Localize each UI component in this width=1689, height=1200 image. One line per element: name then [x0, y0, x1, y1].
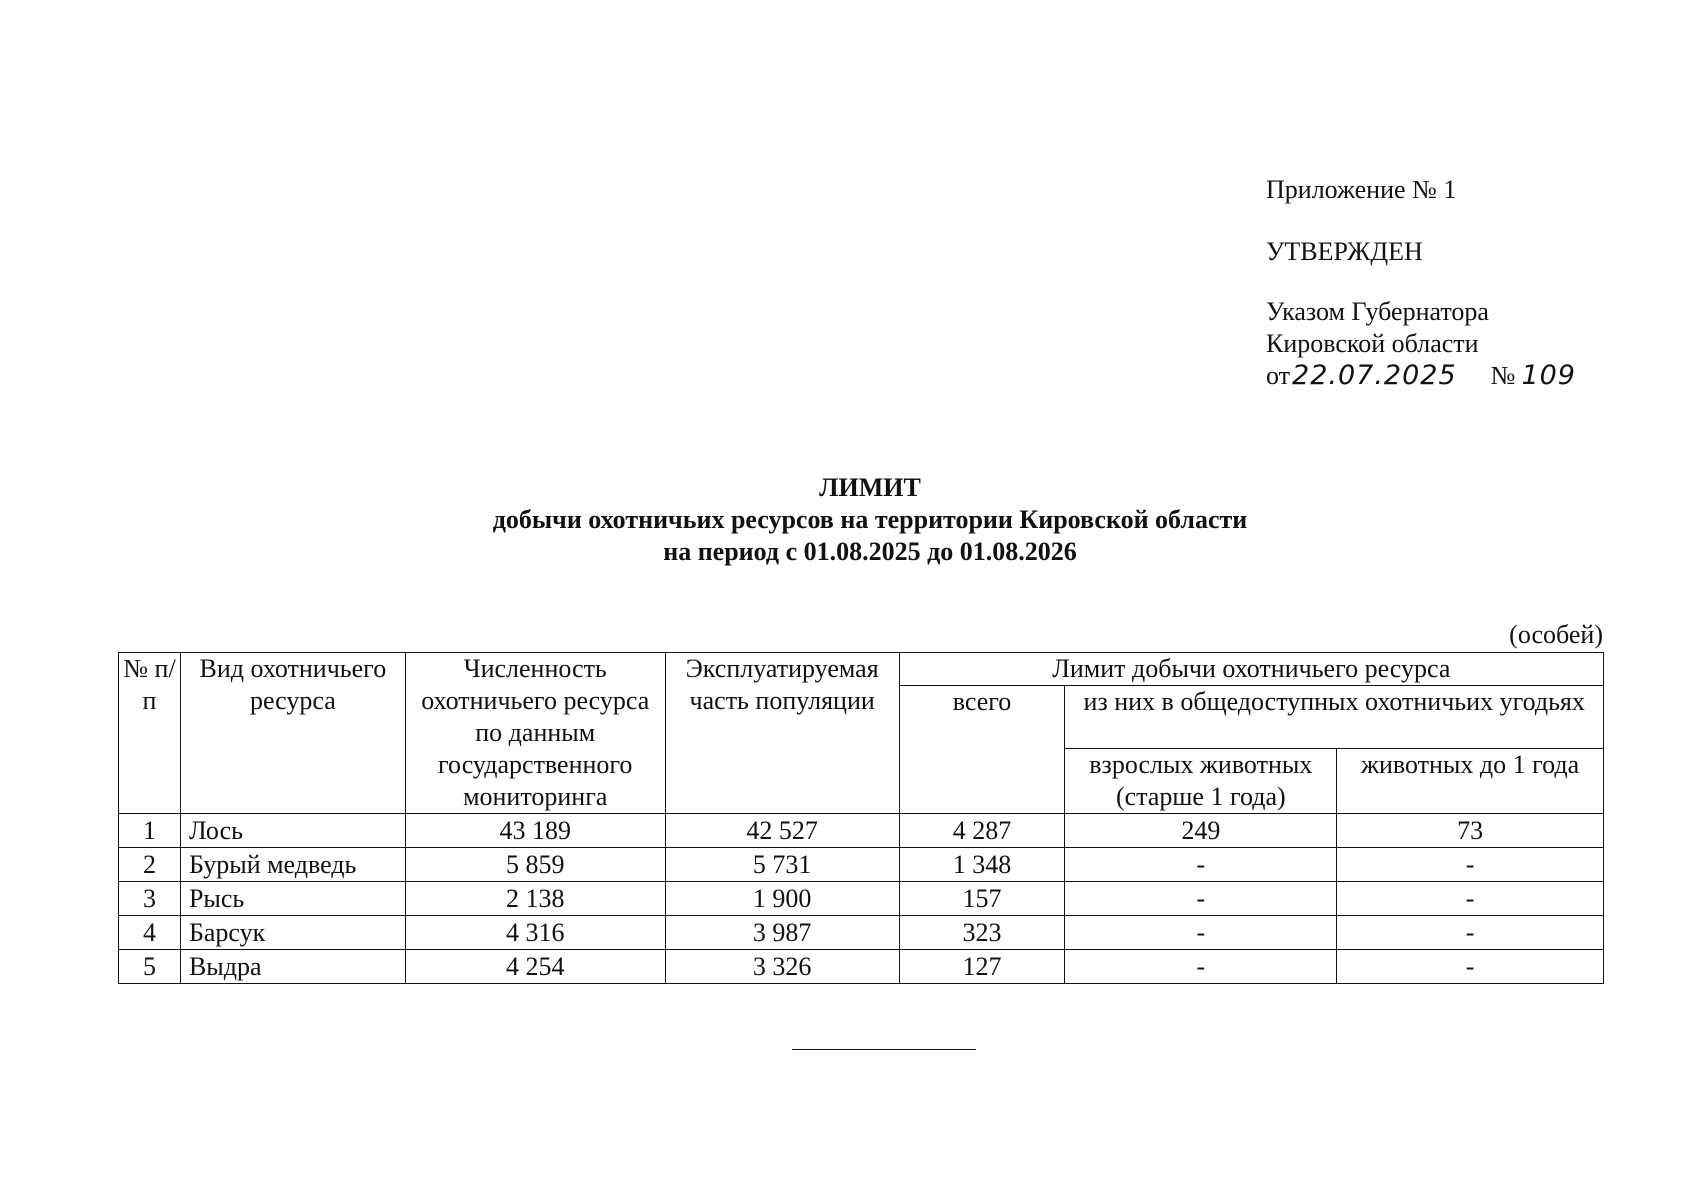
cell-species: Рысь — [180, 882, 405, 916]
handwritten-date: 22.07.2025 — [1292, 360, 1457, 391]
cell-population: 4 316 — [405, 916, 665, 950]
header-young: животных до 1 года — [1337, 749, 1604, 814]
table-row — [119, 882, 1604, 916]
cell-exploited: 3 987 — [665, 916, 899, 950]
cell-population: 43 189 — [405, 814, 665, 848]
cell-exploited: 42 527 — [665, 814, 899, 848]
cell-num: 5 — [119, 950, 181, 984]
cell-total: 127 — [899, 950, 1065, 984]
cell-adults: - — [1065, 950, 1337, 984]
limits-table — [118, 652, 1604, 984]
cell-adults: - — [1065, 916, 1337, 950]
cell-adults: - — [1065, 848, 1337, 882]
cell-exploited: 5 731 — [665, 848, 899, 882]
cell-total: 4 287 — [899, 814, 1065, 848]
document-title — [0, 472, 1689, 568]
cell-adults: 249 — [1065, 814, 1337, 848]
cell-species: Барсук — [180, 916, 405, 950]
decree-line-2: Кировской области — [1266, 329, 1479, 358]
cell-total: 1 348 — [899, 848, 1065, 882]
title-line-2: добычи охотничьих ресурсов на территории Кировской области — [492, 505, 1248, 534]
cell-population: 4 254 — [405, 950, 665, 984]
title-line-3: на период с 01.08.2025 до 01.08.2026 — [663, 537, 1077, 566]
header-num: № п/п — [119, 653, 181, 814]
appendix-label: Приложение № 1 — [1266, 175, 1457, 204]
cell-species: Бурый медведь — [180, 848, 405, 882]
cell-young: - — [1337, 848, 1604, 882]
handwritten-number: 109 — [1521, 360, 1576, 391]
header-public-group: из них в общедоступных охотничьих угодьях — [1065, 686, 1604, 749]
table-row — [119, 848, 1604, 882]
cell-species: Выдра — [180, 950, 405, 984]
header-exploited: Эксплуатируемая часть популяции — [665, 653, 899, 814]
cell-exploited: 1 900 — [665, 882, 899, 916]
table-row — [119, 814, 1604, 848]
number-prefix: № — [1490, 361, 1516, 390]
cell-population: 2 138 — [405, 882, 665, 916]
cell-num: 1 — [119, 814, 181, 848]
title-line-1: ЛИМИТ — [819, 473, 921, 502]
cell-exploited: 3 326 — [665, 950, 899, 984]
cell-num: 4 — [119, 916, 181, 950]
cell-young: 73 — [1337, 814, 1604, 848]
approval-block — [1266, 174, 1576, 392]
header-adults: взрослых животных (старше 1 года) — [1065, 749, 1337, 814]
header-population: Численность охотничьего ресурса по данным государственного мониторинга — [405, 653, 665, 814]
cell-total: 157 — [899, 882, 1065, 916]
cell-young: - — [1337, 916, 1604, 950]
header-total: всего — [899, 686, 1065, 814]
cell-young: - — [1337, 950, 1604, 984]
header-species: Вид охотничьего ресурса — [180, 653, 405, 814]
table-row — [119, 916, 1604, 950]
table-row — [119, 950, 1604, 984]
unit-label: (особей) — [1509, 620, 1603, 649]
cell-population: 5 859 — [405, 848, 665, 882]
end-rule — [792, 1049, 976, 1050]
decree-line-1: Указом Губернатора — [1266, 297, 1489, 326]
cell-total: 323 — [899, 916, 1065, 950]
cell-young: - — [1337, 882, 1604, 916]
decree-date-line — [1266, 360, 1576, 392]
from-prefix: от — [1266, 361, 1291, 390]
approved-label: УТВЕРЖДЕН — [1266, 237, 1423, 266]
cell-num: 3 — [119, 882, 181, 916]
header-limit-group: Лимит добычи охотничьего ресурса — [899, 653, 1603, 686]
cell-num: 2 — [119, 848, 181, 882]
cell-adults: - — [1065, 882, 1337, 916]
cell-species: Лось — [180, 814, 405, 848]
